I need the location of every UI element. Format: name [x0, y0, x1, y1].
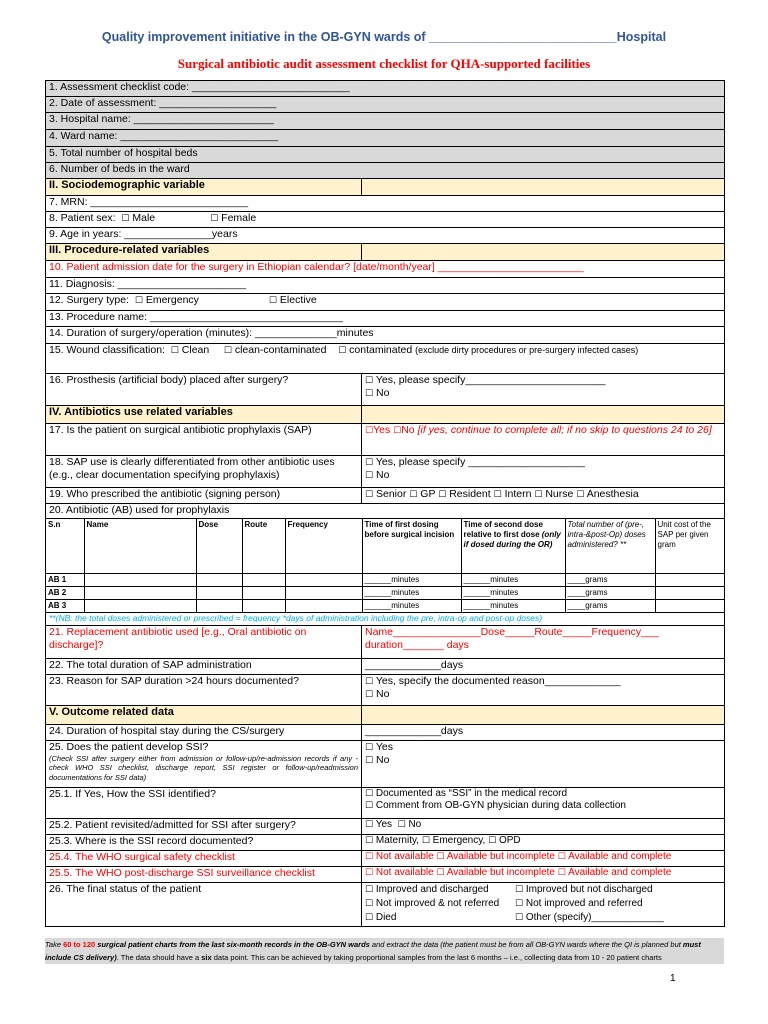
ab-header-first-dose: Time of first dosing before surgical incision — [362, 519, 461, 573]
dose-note: **(NB: the total doses administered or prescribed = frequency *days of administration including the pre, intra-op and post-op doses) — [46, 613, 725, 626]
q255-complete-checkbox[interactable]: ☐ — [557, 868, 566, 878]
q25-no-checkbox[interactable]: ☐ — [365, 755, 374, 766]
checklist-table: 1. Assessment checklist code: ___________________________ 2. Date of assessment: ____________________ 3. Hospital name: ________________________ 4. Ward name: ___________________________ 5. Total number of hospital beds 6. Number of beds in the ward II. Sociodemographic variable 7. MRN: ___________________________ 8. Patient sex: ☐ Male ☐ Female 9. Age in years: _______________years III. Procedure-related variables 10. Patient admission date for the surgery in Ethiopian calendar? [date/month/year] _________________________ 11. Diagnosis: ______________________ 12. Surgery type: ☐ Emergency ☐ Elective 13. Procedure name: _________________________________ 14. Duration of surgery/operation (minutes): ______________minutes 15. Wound classification: ☐ Clean ☐ clean-contaminated ☐ contaminated (exclude dirty procedures or pre-surgery infected cases) 16. Prosthesis (artificial body) placed after surgery? ☐ Yes, please specify________________________ ☐ No IV. Antibiotics use related variables 17. Is the patient on surgical antibiotic prophylaxis (SAP) ☐Yes ☐No [if yes, continue to complete all; if no skip to questions 24 to 26] 18. SAP use is clearly differentiated from other antibiotic uses (e.g., clear documentation specifying prophylaxis) ☐ Yes, please specify ____________________ ☐ No 19. Who prescribed the antibiotic (signing person) ☐ Senior ☐ GP ☐ Resident ☐ Intern ☐ Nurse ☐ Anesthesia 20. Antibiotic (AB) used for prophylaxis S.n Name Dose Route Frequency Time of first dosing before surgical incision Time of second dose relative to first dose (only if dosed during the OR) Total number of (pre-, intra-&post-Op) doses administered? ** Unit cost of the SAP per given gram AB 1 ______minutes ______minutes ____grams AB 2 ______minutes ______minutes ____grams AB 3 ______minutes ______minutes ____grams **(NB: the total doses administered or prescribed = frequency *days of administration including the pre, intra-op and post-op doses) 21. Replacement antibiotic used [e.g., Oral antibiotic on discharge]? Name_______________Dose_____Route_____Frequency___ duration_______ days 22. The total duration of SAP administration _____________days 23. Reason for SAP duration >24 hours documented? ☐ Yes, specify the documented reason_____________ ☐ No V. Outcome related data 24. Duration of hospital stay during the CS/surgery _____________days 25. Does the patient develop SSI? (Check SSI after surgery either from admission or follow-up/re-admission records if any - check WHO SSI checklist, discharge report, SSI register or follow-up/readmission documentations for SSI data) ☐ Yes ☐ No 25.1. If Yes, How the SSI identified? ☐ Documented as “SSI” in the medical record ☐ Comment from OB-GYN physician during data collection 25.2. Patient revisited/admitted for SSI after surgery? ☐ Yes ☐ No 25.3. Where is the SSI record documented? ☐ Maternity, ☐ Emergency, ☐ OPD 25.4. The WHO surgical safety checklist ☐ Not available ☐ Available but incomplete ☐ Available and complete 25.5. The WHO post-discharge SSI surveillance checklist ☐ Not available ☐ Available but incomplete ☐ Available and complete 26. The final status of the patient ☐ Improved and discharged ☐ Improved but not discharged ☐ Not improved & not referred ☐ Not improved and referred ☐ Died ☐ Other (specify)_____________ — [45, 80, 725, 927]
q18-yes-checkbox[interactable]: ☐ — [365, 458, 374, 468]
field-checklist-code[interactable]: 1. Assessment checklist code: ___________________________ — [46, 81, 725, 97]
field-total-beds[interactable]: 5. Total number of hospital beds — [46, 147, 725, 163]
female-checkbox[interactable]: ☐ — [210, 214, 219, 224]
page-title: Quality improvement initiative in the OB-GYN wards of ___________________________Hospital — [101, 30, 667, 44]
ab-header-frequency: Frequency — [285, 519, 362, 573]
q19-prescriber: 19. Who prescribed the antibiotic (signing person) — [46, 488, 362, 504]
section-sociodemographic: II. Sociodemographic variable — [46, 179, 362, 196]
clean-contaminated-checkbox[interactable]: ☐ — [223, 346, 232, 356]
q25-ssi: 25. Does the patient develop SSI? (Check SSI after surgery either from admission or follow-up/re-admission records if any - check WHO SSI checklist, discharge report, SSI register or follow-up/readmission documentations for SSI data) — [46, 741, 362, 788]
section-procedure: III. Procedure-related variables — [46, 244, 362, 261]
senior-checkbox[interactable]: ☐ — [365, 490, 374, 500]
emergency-ward-checkbox[interactable]: ☐ — [421, 836, 430, 846]
contaminated-checkbox[interactable]: ☐ — [338, 346, 347, 356]
ab-header-second-dose: Time of second dose relative to first dose (only if dosed during the OR) — [461, 519, 565, 573]
ab-header-name: Name — [84, 519, 196, 573]
improved-discharged-checkbox[interactable]: ☐ — [365, 885, 374, 895]
field-assessment-date[interactable]: 2. Date of assessment: ____________________ — [46, 97, 725, 113]
q24-answer[interactable]: _____________days — [362, 725, 725, 741]
ab-header-route: Route — [242, 519, 285, 573]
ab-header-total-doses: Total number of (pre-, intra-&post-Op) doses administered? ** — [565, 519, 655, 573]
checklist-title: Surgical antibiotic audit assessment checklist for QHA-supported facilities — [177, 56, 591, 71]
q23-no-checkbox[interactable]: ☐ — [365, 689, 374, 700]
anesthesia-checkbox[interactable]: ☐ — [576, 490, 585, 500]
improved-not-discharged-checkbox[interactable]: ☐ — [515, 885, 524, 895]
antibiotic-table-cell — [46, 519, 725, 613]
ab-header-sn: S.n — [46, 519, 84, 573]
q17-sap: 17. Is the patient on surgical antibiotic prophylaxis (SAP) — [46, 424, 362, 456]
intern-checkbox[interactable]: ☐ — [493, 490, 502, 500]
q22-sap-duration: 22. The total duration of SAP administration — [46, 659, 362, 675]
q255-not-available-checkbox[interactable]: ☐ — [365, 868, 374, 878]
maternity-checkbox[interactable]: ☐ — [365, 836, 374, 846]
q17-yes-checkbox[interactable]: ☐ — [365, 426, 374, 436]
q254-incomplete-checkbox[interactable]: ☐ — [436, 852, 445, 862]
q17-no-checkbox[interactable]: ☐ — [393, 426, 402, 436]
q16-no-checkbox[interactable]: ☐ — [365, 388, 374, 399]
table-row: AB 1 ______minutes ______minutes ____grams — [46, 573, 724, 586]
field-patient-sex: 8. Patient sex: ☐ Male ☐ Female — [46, 212, 725, 228]
q25-yes-checkbox[interactable]: ☐ — [365, 743, 374, 753]
field-diagnosis[interactable]: 11. Diagnosis: ______________________ — [46, 278, 725, 294]
q21-replacement-antibiotic: 21. Replacement antibiotic used [e.g., Oral antibiotic on discharge]? — [46, 626, 362, 659]
q21-answer[interactable]: Name_______________Dose_____Route_____Frequency___ duration_______ days — [362, 626, 725, 659]
q23-yes-checkbox[interactable]: ☐ — [365, 677, 374, 687]
field-hospital-name[interactable]: 3. Hospital name: ________________________ — [46, 113, 725, 130]
ab-header-dose: Dose — [196, 519, 242, 573]
opd-checkbox[interactable]: ☐ — [488, 836, 497, 846]
table-row: AB 3 ______minutes ______minutes ____grams — [46, 599, 724, 612]
q252-no-checkbox[interactable]: ☐ — [397, 820, 406, 830]
other-checkbox[interactable]: ☐ — [515, 913, 524, 923]
q254-not-available-checkbox[interactable]: ☐ — [365, 852, 374, 862]
field-surgery-type: 12. Surgery type: ☐ Emergency ☐ Elective — [46, 294, 725, 311]
emergency-checkbox[interactable]: ☐ — [134, 296, 143, 306]
q251-physician-checkbox[interactable]: ☐ — [365, 801, 374, 811]
field-wound-classification: 15. Wound classification: ☐ Clean ☐ clean-contaminated ☐ contaminated (exclude dirty procedures or pre-surgery infected cases) — [46, 344, 725, 374]
q252-revisited: 25.2. Patient revisited/admitted for SSI after surgery? — [46, 819, 362, 835]
page-number: 1 — [670, 973, 676, 984]
table-row: AB 2 ______minutes ______minutes ____grams — [46, 586, 724, 599]
sampling-instructions: Take 60 to 120 surgical patient charts from the last six-month records in the OB-GYN wards and extract the data (the patient must be from all OB-GYN wards where the QI is planned but must include CS delivery). The data should have a six data point. This can be achieved by taking proportional samples from the last 6 months – i.e., collecting data from 10 - 20 patient charts — [45, 938, 724, 964]
field-ward-name[interactable]: 4. Ward name: ___________________________ — [46, 130, 725, 147]
field-ward-beds[interactable]: 6. Number of beds in the ward — [46, 163, 725, 179]
q16-prosthesis: 16. Prosthesis (artificial body) placed after surgery? — [46, 374, 362, 406]
q20-antibiotic-used: 20. Antibiotic (AB) used for prophylaxis — [46, 504, 725, 519]
died-checkbox[interactable]: ☐ — [365, 913, 374, 923]
q16-yes-checkbox[interactable]: ☐ — [365, 376, 374, 386]
q254-complete-checkbox[interactable]: ☐ — [557, 852, 566, 862]
q18-sap-differentiated: 18. SAP use is clearly differentiated from other antibiotic uses (e.g., clear documentation specifying prophylaxis) — [46, 456, 362, 488]
gp-checkbox[interactable]: ☐ — [409, 490, 418, 500]
clean-checkbox[interactable]: ☐ — [170, 346, 179, 356]
q255-surveillance-checklist: 25.5. The WHO post-discharge SSI surveillance checklist — [46, 867, 362, 883]
field-procedure-name[interactable]: 13. Procedure name: _________________________________ — [46, 311, 725, 327]
male-checkbox[interactable]: ☐ — [121, 214, 130, 224]
not-improved-not-referred-checkbox[interactable]: ☐ — [365, 899, 374, 909]
field-mrn[interactable]: 7. MRN: ___________________________ — [46, 196, 725, 212]
q26-final-status: 26. The final status of the patient — [46, 883, 362, 927]
q251-ssi-identified: 25.1. If Yes, How the SSI identified? — [46, 788, 362, 819]
not-improved-referred-checkbox[interactable]: ☐ — [515, 899, 524, 909]
section-antibiotics: IV. Antibiotics use related variables — [46, 406, 362, 424]
q23-reason-documented: 23. Reason for SAP duration >24 hours documented? — [46, 675, 362, 706]
q253-record-location: 25.3. Where is the SSI record documented? — [46, 835, 362, 851]
antibiotic-table — [46, 519, 724, 612]
ab-header-unit-cost: Unit cost of the SAP per given gram — [655, 519, 724, 573]
q24-hospital-stay: 24. Duration of hospital stay during the CS/surgery — [46, 725, 362, 741]
resident-checkbox[interactable]: ☐ — [438, 490, 447, 500]
section-outcome: V. Outcome related data — [46, 706, 362, 725]
q252-yes-checkbox[interactable]: ☐ — [365, 820, 374, 830]
field-admission-date[interactable]: 10. Patient admission date for the surgery in Ethiopian calendar? [date/month/year] _________________________ — [46, 261, 725, 278]
field-age[interactable]: 9. Age in years: _______________years — [46, 228, 725, 244]
elective-checkbox[interactable]: ☐ — [268, 296, 277, 306]
field-surgery-duration[interactable]: 14. Duration of surgery/operation (minutes): ______________minutes — [46, 327, 725, 344]
q255-incomplete-checkbox[interactable]: ☐ — [436, 868, 445, 878]
q251-record-checkbox[interactable]: ☐ — [365, 789, 374, 799]
nurse-checkbox[interactable]: ☐ — [534, 490, 543, 500]
q254-safety-checklist: 25.4. The WHO surgical safety checklist — [46, 851, 362, 867]
q22-answer[interactable]: _____________days — [362, 659, 725, 675]
q18-no-checkbox[interactable]: ☐ — [365, 470, 374, 481]
